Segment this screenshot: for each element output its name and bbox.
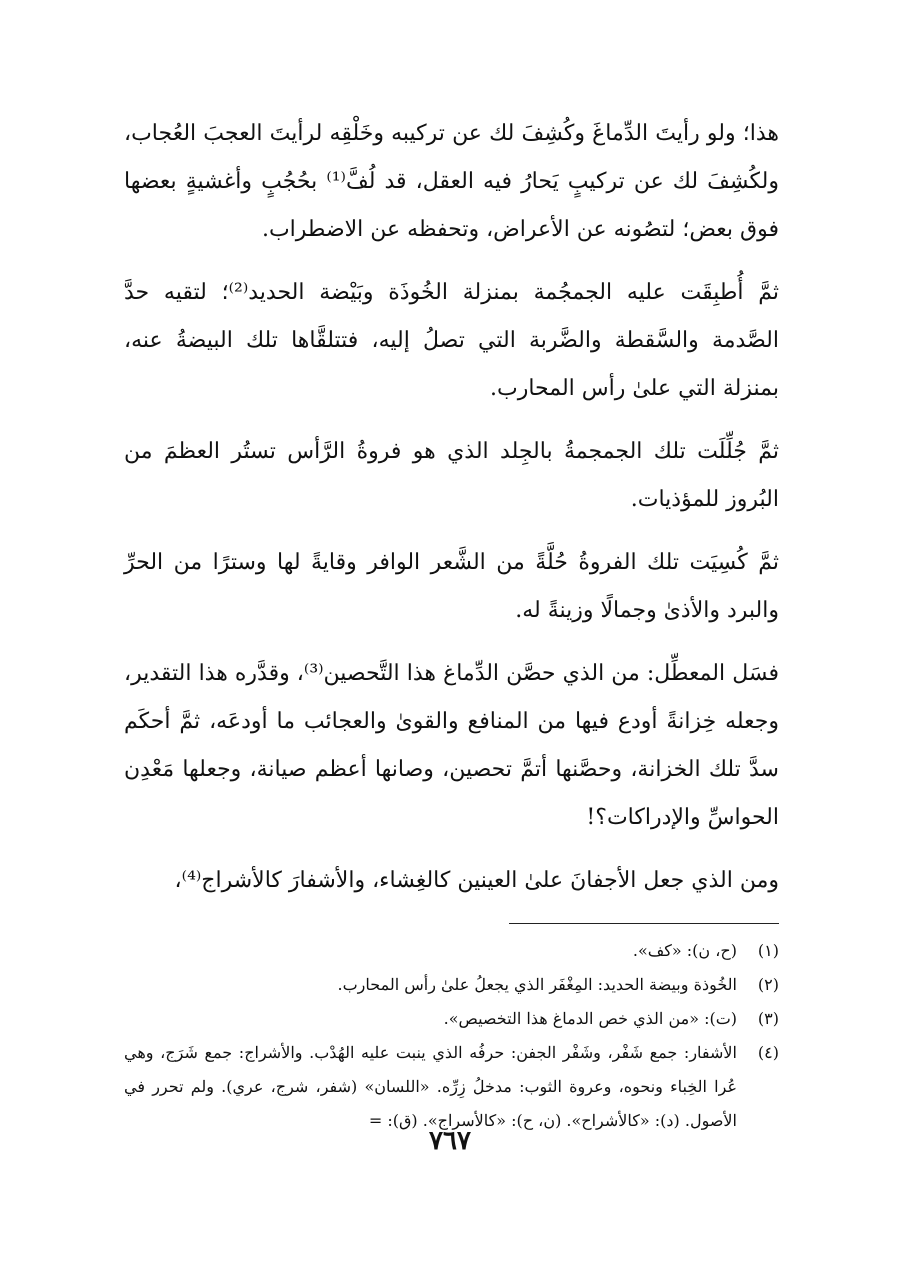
footnote-3 — [124, 1002, 779, 1036]
footnote-1 — [124, 934, 779, 968]
footnote-number: (٤) — [757, 1043, 779, 1062]
paragraph-3: ثمَّ جُلِّلَت تلك الجمجمةُ بالجِلد الذي هو فروةُ الرَّأس تستُر العظمَ من البُروز للمؤذيات. — [124, 439, 779, 512]
paragraph-5: فسَل المعطِّل: من الذي حصَّن الدِّماغ هذا التَّحصين⁽³⁾، وقدَّره هذا التقدير، وجعله خِزانةً أودع فيها من المنافع والقوىٰ والعجائب ما أودعَه، ثمَّ أحكَم سدَّ تلك الخزانة، وحصَّنها أتمَّ تحصين، وصانها أعظم صيانة، وجعلها مَعْدِن الحواسِّ والإدراكات؟! — [124, 661, 780, 830]
paragraph-2: ثمَّ أُطبِقَت عليه الجمجُمة بمنزلة الخُوذَة وبَيْضة الحديد⁽²⁾؛ لتقيه حدَّ الصَّدمة والسَّقطة والضَّربة التي تصلُ إليه، فتتلقَّاها تلك البيضةُ عنه، بمنزلة التي علىٰ رأس المحارب. — [124, 280, 779, 401]
footnote-number: (١) — [757, 941, 779, 960]
footnote-text: الأشفار: جمع شَفْر، وشَفْر الجفن: حرفُه الذي ينبت عليه الهُدْب. والأشراج: جمع شَرَج، وهي عُرا الخِباء ونحوه، وعروة الثوب: مدخلُ زِرِّه. «اللسان» (شفر، شرج، عري). ولم تحرر في الأصول. (د): «كالأشراح». (ن، ح): «كالأسراج». (ق): = — [124, 1043, 737, 1130]
paragraph-1: هذا؛ ولو رأيتَ الدِّماغَ وكُشِفَ لك عن تركيبه وخَلْقِه لرأيتَ العجبَ العُجاب، ولكُشِفَ لك عن تركيبٍ يَحارُ فيه العقل، قد لُفَّ⁽¹⁾ بحُجُبٍ وأغشيةٍ بعضها فوق بعض؛ لتصُونه عن الأعراض، وتحفظه عن الاضطراب. — [124, 121, 779, 242]
footnote-2 — [124, 968, 779, 1002]
paragraph-6: ومن الذي جعل الأجفانَ علىٰ العينين كالغِشاء، والأشفارَ كالأشراج⁽⁴⁾، — [174, 868, 779, 893]
page-number: ٧٦٧ — [429, 1126, 471, 1156]
footnote-4 — [124, 1036, 779, 1138]
footnote-text: (ت): «من الذي خص الدماغ هذا التخصيص». — [443, 1009, 737, 1028]
footnote-number: (٣) — [757, 1009, 779, 1028]
footnotes — [124, 934, 779, 1138]
footnote-separator — [509, 923, 779, 924]
footnote-number: (٢) — [757, 975, 779, 994]
footnote-text: الخُوذة وبيضة الحديد: المِغْفَر الذي يجعلُ علىٰ رأس المحارب. — [337, 975, 737, 994]
main-text — [124, 110, 779, 905]
footnote-text: (ح، ن): «كف». — [632, 941, 737, 960]
book-page — [124, 110, 779, 1138]
paragraph-4: ثمَّ كُسِيَت تلك الفروةُ حُلَّةً من الشَّعر الوافر وقايةً لها وسترًا من الحرِّ والبرد والأذىٰ وجمالًا وزينةً له. — [124, 550, 779, 623]
